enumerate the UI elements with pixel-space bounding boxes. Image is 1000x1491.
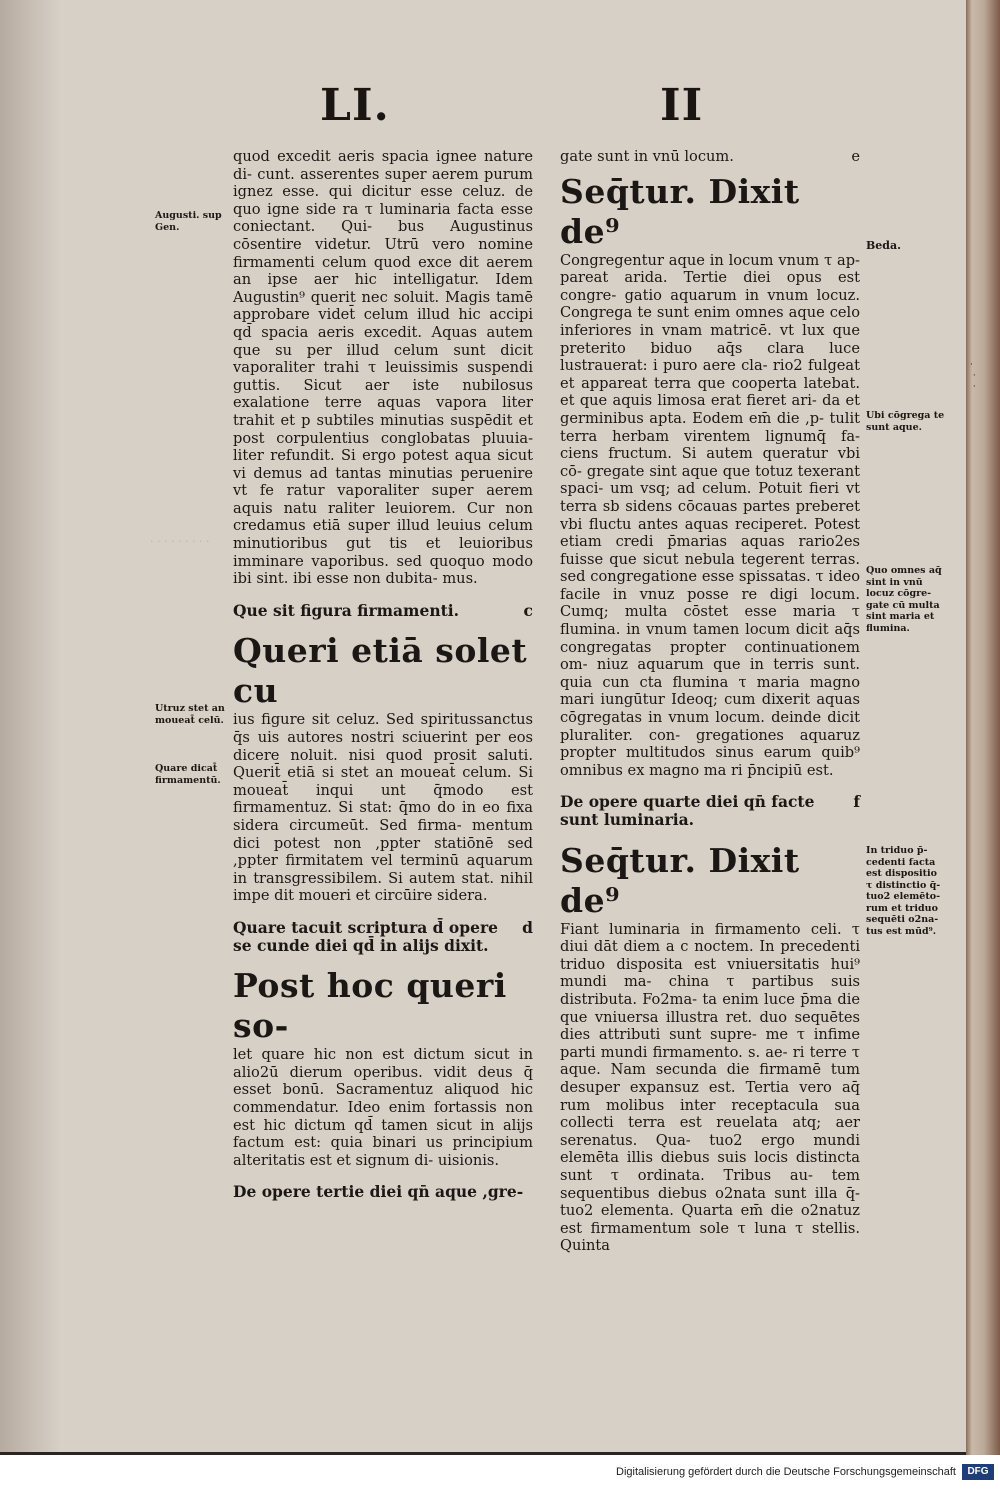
left-text-block-1: quod excedit aeris spacia ignee nature di- cunt. asserentes super aerem purum ignez esse. qui dicitur esse celuz. de quo igne side ra τ luminaria facta esse coniectant. Qui- bus Augustinus cōsentire videtur. Utrū vero nomine firmamenti celum quod exce dit aerem an ipse aer hic intelligatur. Idem Augustin⁹ querit nec soluit. Magis tamē approbare videt̄ celum illud hic accipi qd̄ spacia aeris excedit. Aquas autem que su per illud celum sunt dicit vaporaliter trahi τ leuissimis suspendi guttis. Sicut aer iste nubilosus exalatione terre aquas vapora liter trahit et p subtiles minutias suspēdit et post corpulentius conglobatas pluuia- liter refundit. Si ergo potest aqua sicut vi demus ad tantas minutias peruenire vt fe ratur vaporaliter super aerem aquis natu raliter leuiorem. Cur non credamus etiā super illud leuius celum minutioribus gut tis et leuioribus imminare vaporibus. sed quoquo modo ibi sint. ibi esse non dubita- mus. xyxy=(233,148,533,588)
left-initial-1: Queri etiā solet cu xyxy=(233,631,528,711)
margin-note-ubi: Ubi cōgrega te sunt aque. xyxy=(866,410,945,433)
rubric-text: De opere tertie diei qn̄ aque ,gre- xyxy=(233,1182,524,1202)
right-initial-1: Seq̄tur. Dixit de⁹ xyxy=(560,171,800,251)
bleed-through: · · · · · · · · · xyxy=(150,535,210,548)
folio-left: LI. xyxy=(320,80,390,131)
left-initial-2: Post hoc queri so- xyxy=(233,966,507,1046)
section-mark: f xyxy=(853,792,860,812)
section-mark: e xyxy=(851,148,860,165)
left-rubric-2 xyxy=(233,919,533,954)
right-rubric-1 xyxy=(560,793,860,828)
rubric-text: De opere quarte diei qn̄ facte sunt luminaria. xyxy=(560,792,815,829)
right-text-block-1: Congregentur aque in locum vnum τ ap- pareat arida. Tertie diei opus est congre- gatio aquarum in vnum locuz. Congrega te sunt enim omnes aque celo inferiores in vnam matricē. vt lux que preterito biduo aq̄s clara luce lustrauerat: i puro aere cla- rio2 fulgeat et appareat terra que cooperta latebat. et que aquis limosa erat fieret ari- da et germinibus apta. Eodem em̄ die ,p- tulit terra herbam virentem lignumq̄ fa- ciens fructum. Si autem queratur vbi cō- gregate sint aque que totuz texerant spaci- um vsq; ad celum. Potuit fieri vt terra sb sidens cōcauas partes preberet vbi fluctu antes aquas reciperet. Potest etiam credi p̄marias aquas rario2es fuisse que sicut nebula tegerent terras. sed congregatione esse spissatas. τ ideo facile in vnuz posse re digi locum. Cumq; multa cōstet esse maria τ flumina. in vnum tamen locum dicit aq̄s congregatas propter continuationem om- niuz aquarum que in terris sunt. quia cun cta flumina τ maria magno mari iungūtur Ideoq; cum dixerit aquas cōgregatas in vnum locum. deinde dicit pluraliter. con- gregationes aquaruz propter multitudos sinus earum quib⁹ omnibus ex magno ma ri p̄ncipiū est. xyxy=(560,251,860,779)
left-rubric-1 xyxy=(233,602,533,620)
left-rubric-3 xyxy=(233,1183,533,1201)
margin-note-beda: Beda. xyxy=(866,239,901,252)
right-text-block-2: Fiant luminaria in firmamento celi. τ diui dāt diem a c noctem. In precedenti triduo disposita est vniuersitatis hui⁹ mundi ma- china τ partibus suis distributa. Fo2ma- ta enim luce p̄ma die que vniuersa illustra ret. duo sequētes dies attributi sunt supre- me τ infime parti mundi firmamento. s. ae- ri terre τ aque. Nam secunda die firmamē tum desuper expansuz est. Tertia vero aq̄ rum molibus inter receptacula sua collecti terra est reuelata atq; aer serenatus. Qua- tuo2 ergo mundi elemēta illis diebus suis locis distincta sunt τ ordinata. Tribus au- tem sequentibus diebus o2nata sunt illa q̄- tuo2 elementa. Quarta em̄ die o2natuz est firmamentum sole τ luna τ stellis. Quinta xyxy=(560,920,860,1255)
margin-note-augustine: Augusti. sup Gen. xyxy=(155,210,222,233)
facing-page-edge xyxy=(966,0,1000,1455)
continuation-text: gate sunt in vnū locum. xyxy=(560,148,734,165)
margin-note-quare: Quare dicat̄ firmamentū. xyxy=(155,763,221,786)
section-mark: d xyxy=(522,917,533,937)
footer-bar xyxy=(0,1455,1000,1491)
footer-credit-text: Digitalisierung gefördert durch die Deutsche Forschungsgemeinschaft xyxy=(616,1466,956,1478)
right-initial-2: Seq̄tur. Dixit de⁹ xyxy=(560,840,800,920)
facing-page-fragment: · · · xyxy=(970,360,976,392)
rubric-text: Quare tacuit scriptura d̄ opere se cunde diei qd̄ in alijs dixit. xyxy=(233,917,498,955)
folio-right: II xyxy=(660,80,704,131)
margin-note-quo-omnes: Quo omnes aq̄ sint in vnū locuz cōgre- gate cū multa sint maria et flumina. xyxy=(866,565,942,634)
left-column xyxy=(233,148,533,1213)
right-column xyxy=(560,148,860,1255)
left-text-block-2: ius figure sit celuz. Sed spiritussanctus q̄s uis autores nostri sciuerint per eos dicere noluit. nisi quod prosit saluti. Querit̄ etiā si stet an moueat̄ celum. Si moueat̄ inqui unt q̄modo est firmamentuz. Si stat: q̄mo do in eo fixa sidera circumeūt. Sed firma- mentum dici potest non ,ppter statiōnē sed ,ppter firmitatem vel terminū aquarum in transgressibilem. Si autem stat. nihil impe dit moueri et circūire sidera. xyxy=(233,711,533,905)
section-mark: c xyxy=(523,600,533,620)
right-continuation xyxy=(560,148,860,166)
dfg-logo: DFG xyxy=(962,1464,994,1480)
rubric-text: Que sit figura firmamenti. xyxy=(233,600,460,620)
margin-note-triduo: In triduo p̄- cedenti facta est dispositio τ distinctio q̄- tuo2 elemēto- rum et triduo sequēti o2na- tus est mūd⁹. xyxy=(866,845,941,937)
left-text-block-3: let quare hic non est dictum sicut in alio2ū dierum operibus. vidit deus q̄ esset bonū. Sacramentuz aliquod hic commendatur. Ideo enim fortassis non est hic dictum qd̄ tamen sicut in alijs factum est: quia binari us principium alteritatis est et signum di- uisionis. xyxy=(233,1046,533,1169)
margin-note-utrum: Utruz stet an moueat̄ celū. xyxy=(155,703,225,726)
